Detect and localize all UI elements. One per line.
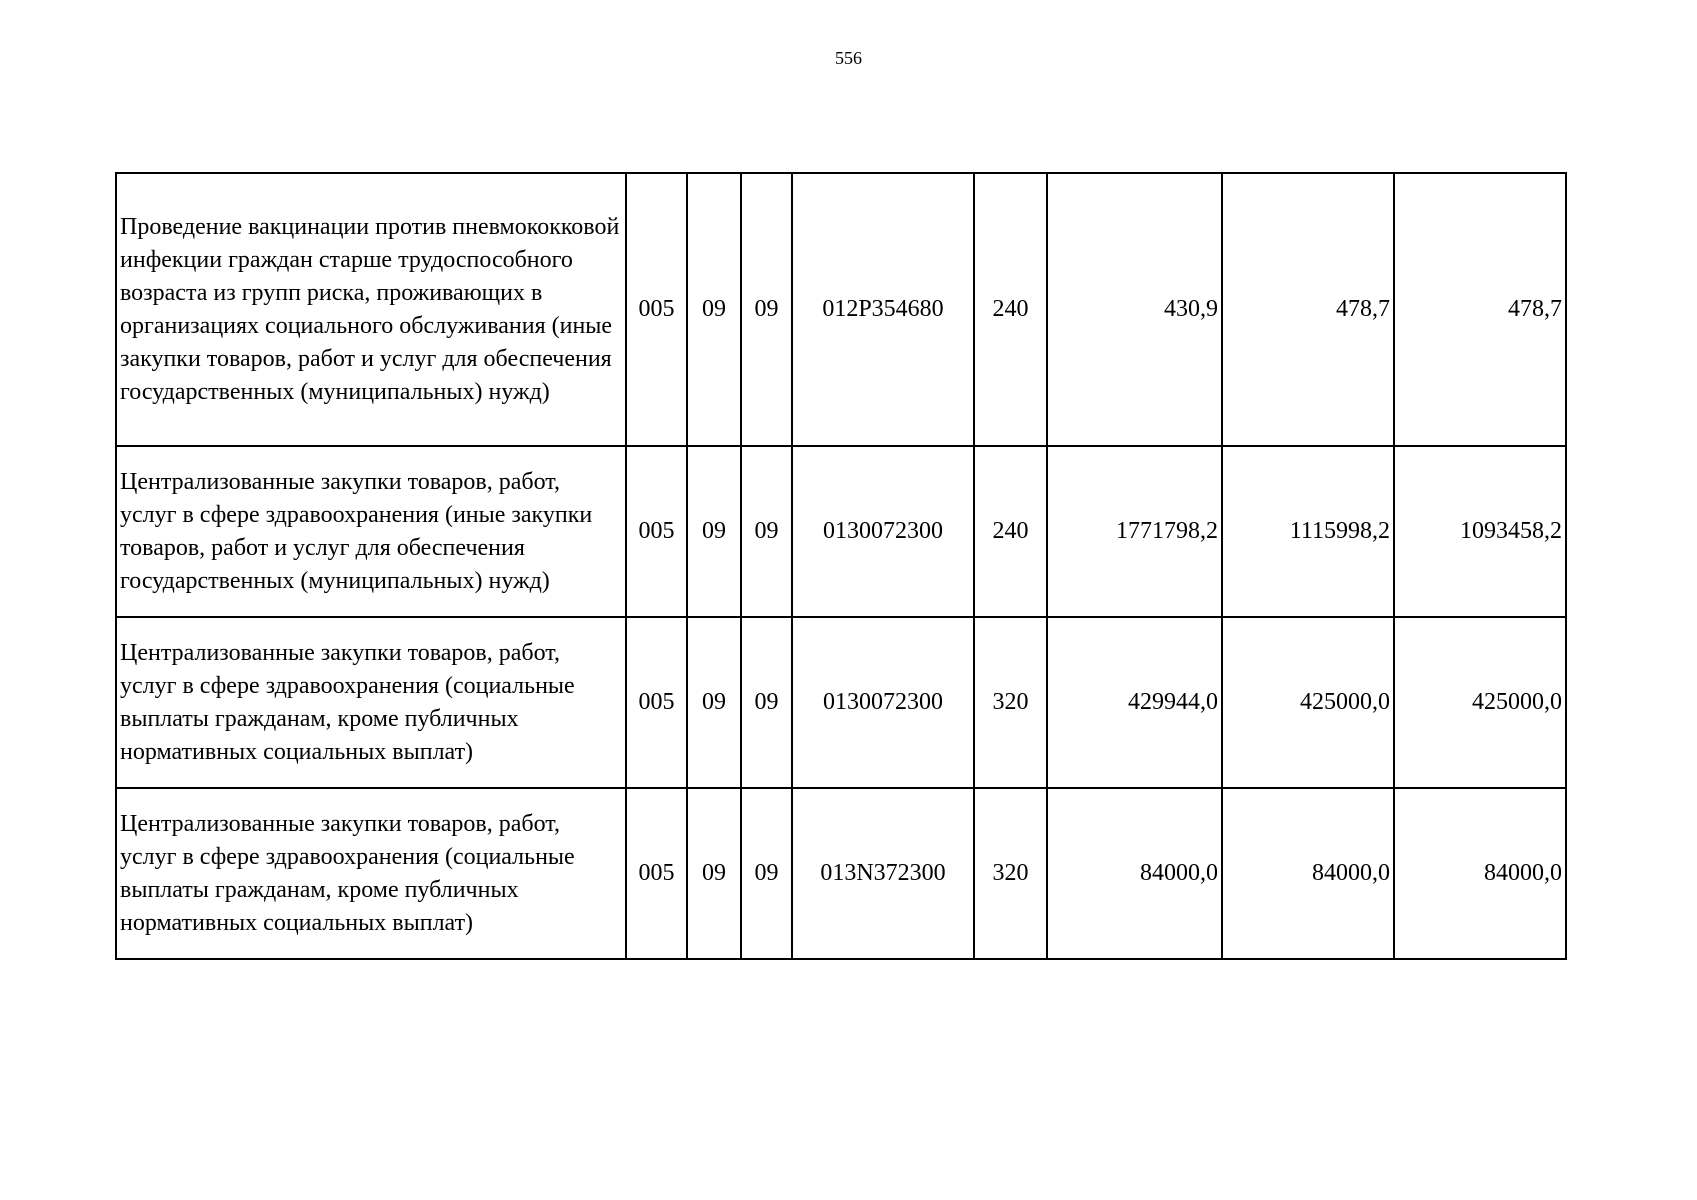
- amount-year-1: 429944,0: [1047, 617, 1222, 788]
- budget-table: [115, 172, 1567, 960]
- amount-year-2: 478,7: [1222, 173, 1394, 446]
- expense-type-code: 320: [974, 617, 1047, 788]
- section-code: 09: [687, 446, 741, 617]
- subsection-code: 09: [741, 788, 792, 959]
- expense-type-code: 240: [974, 446, 1047, 617]
- target-article-code: 0130072300: [792, 446, 974, 617]
- amount-year-3: 84000,0: [1394, 788, 1566, 959]
- row-description: Централизованные закупки товаров, работ, услуг в сфере здравоохранения (социальные выплаты гражданам, кроме публичных нормативных социальных выплат): [116, 788, 626, 959]
- section-code: 09: [687, 617, 741, 788]
- amount-year-2: 84000,0: [1222, 788, 1394, 959]
- section-code: 09: [687, 173, 741, 446]
- amount-year-3: 478,7: [1394, 173, 1566, 446]
- amount-year-2: 1115998,2: [1222, 446, 1394, 617]
- target-article-code: 0130072300: [792, 617, 974, 788]
- ministry-code: 005: [626, 446, 687, 617]
- amount-year-3: 1093458,2: [1394, 446, 1566, 617]
- ministry-code: 005: [626, 173, 687, 446]
- amount-year-1: 84000,0: [1047, 788, 1222, 959]
- amount-year-2: 425000,0: [1222, 617, 1394, 788]
- target-article-code: 013N372300: [792, 788, 974, 959]
- table-row: [116, 173, 1566, 446]
- table-row: [116, 617, 1566, 788]
- ministry-code: 005: [626, 617, 687, 788]
- subsection-code: 09: [741, 446, 792, 617]
- row-description: Проведение вакцинации против пневмококковой инфекции граждан старше трудоспособного возраста из групп риска, проживающих в организациях социального обслуживания (иные закупки товаров, работ и услуг для обеспечения государственных (муниципальных) нужд): [116, 173, 626, 446]
- ministry-code: 005: [626, 788, 687, 959]
- expense-type-code: 320: [974, 788, 1047, 959]
- amount-year-1: 430,9: [1047, 173, 1222, 446]
- row-description: Централизованные закупки товаров, работ, услуг в сфере здравоохранения (социальные выплаты гражданам, кроме публичных нормативных социальных выплат): [116, 617, 626, 788]
- amount-year-3: 425000,0: [1394, 617, 1566, 788]
- page-number: 556: [835, 48, 862, 68]
- amount-year-1: 1771798,2: [1047, 446, 1222, 617]
- target-article-code: 012P354680: [792, 173, 974, 446]
- expense-type-code: 240: [974, 173, 1047, 446]
- row-description: Централизованные закупки товаров, работ, услуг в сфере здравоохранения (иные закупки товаров, работ и услуг для обеспечения государственных (муниципальных) нужд): [116, 446, 626, 617]
- subsection-code: 09: [741, 173, 792, 446]
- section-code: 09: [687, 788, 741, 959]
- table-row: [116, 446, 1566, 617]
- table-row: [116, 788, 1566, 959]
- subsection-code: 09: [741, 617, 792, 788]
